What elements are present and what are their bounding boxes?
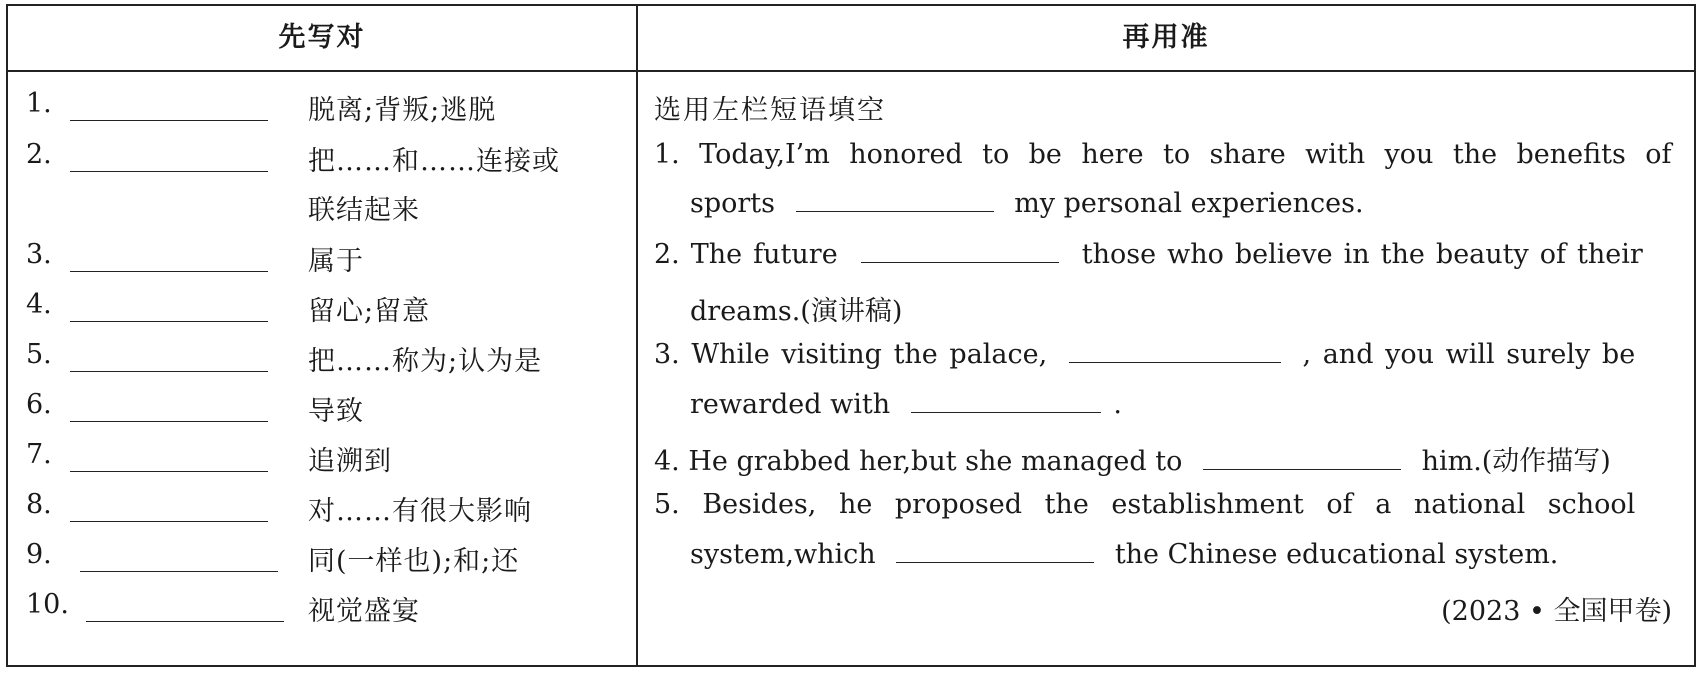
phrase-number: 4. [26,289,52,320]
question-2-line-1 [654,239,1643,270]
question-5-line-1: 5. Besides, he proposed the establishment of a national school [654,489,1636,520]
header-use-accurately: 再用准 [1122,22,1210,53]
phrase-number: 2. [26,139,52,170]
phrase-blank[interactable] [70,371,268,372]
question-text: my personal experiences. [1014,188,1364,219]
phrase-blank[interactable] [70,521,268,522]
question-text: , and you will surely be [1302,339,1636,370]
phrase-blank[interactable] [70,120,268,121]
phrase-meaning: 对……有很大影响 [308,496,532,527]
exercise-table [6,4,1696,667]
phrase-meaning: 把……和……连接或 [308,146,560,177]
instruction-text: 选用左栏短语填空 [654,95,886,126]
source-citation: (2023 • 全国甲卷) [1441,596,1672,627]
header-write-correctly: 先写对 [278,22,366,53]
phrase-meaning: 留心;留意 [308,296,431,327]
answer-blank[interactable] [1069,361,1281,363]
phrase-number: 5. [26,339,52,370]
question-5-line-2 [690,539,1558,570]
phrase-number: 7. [26,439,52,470]
question-3-line-1 [654,339,1635,370]
question-2-line-2: dreams.(演讲稿) [690,296,903,327]
answer-blank[interactable] [1203,468,1401,470]
phrase-meaning: 属于 [308,246,364,277]
question-1-line-1: 1. Today,I’m honored to be here to share with you the benefits of [654,139,1672,170]
phrase-number: 3. [26,239,52,270]
question-text: 3. While visiting the palace, [654,339,1048,370]
question-3-line-2 [690,389,1122,420]
phrase-meaning: 视觉盛宴 [308,596,420,627]
phrase-number: 9. [26,539,52,570]
phrase-meaning: 追溯到 [308,446,392,477]
phrase-number: 8. [26,489,52,520]
phrase-blank[interactable] [70,471,268,472]
phrase-blank[interactable] [86,621,284,622]
question-text: system,which [690,539,876,570]
phrase-blank[interactable] [70,421,268,422]
question-text: 4. He grabbed her,but she managed to [654,446,1183,477]
question-text: 2. The future [654,239,838,270]
phrase-number: 6. [26,389,52,420]
column-divider [636,6,638,665]
phrase-meaning: 同(一样也);和;还 [308,546,520,577]
question-text: him.(动作描写) [1421,446,1611,477]
phrase-meaning: 联结起来 [308,195,420,226]
answer-blank[interactable] [896,561,1094,563]
phrase-number: 10. [26,589,69,620]
question-text: the Chinese educational system. [1114,539,1559,570]
answer-blank[interactable] [911,411,1101,413]
question-4 [654,439,1611,478]
phrase-meaning: 脱离;背叛;逃脱 [308,95,497,126]
phrase-blank[interactable] [70,171,268,172]
header-divider [8,70,1694,72]
phrase-blank[interactable] [70,321,268,322]
phrase-meaning: 把……称为;认为是 [308,346,543,377]
question-text: rewarded with [690,389,891,420]
phrase-blank[interactable] [70,271,268,272]
question-text: . [1113,389,1122,420]
answer-blank[interactable] [861,261,1059,263]
question-text: those who believe in the beauty of their [1081,239,1643,270]
question-1-line-2 [690,188,1364,219]
phrase-blank[interactable] [80,571,278,572]
phrase-meaning: 导致 [308,396,364,427]
answer-blank[interactable] [796,210,994,212]
question-text: sports [690,188,776,219]
phrase-number: 1. [26,88,52,119]
